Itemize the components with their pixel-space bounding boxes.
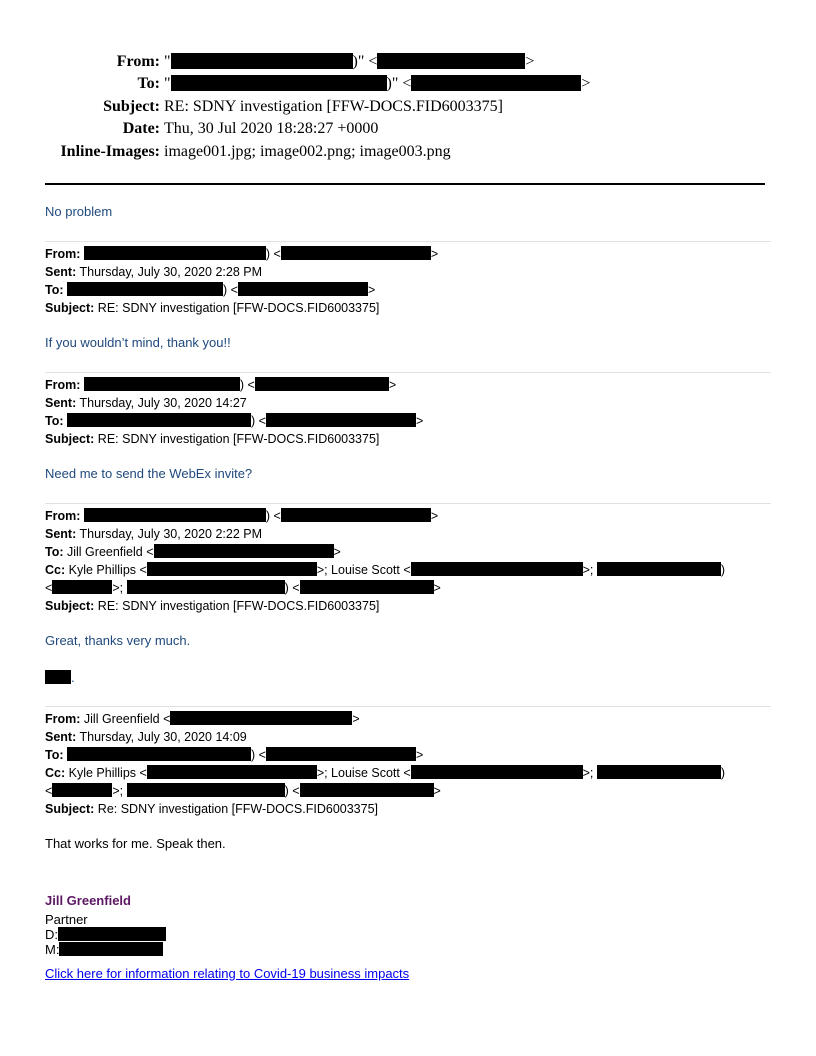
- quote: ": [164, 53, 171, 70]
- header-inline-images-label: Inline-Images:: [60, 143, 160, 160]
- redaction: [52, 783, 112, 797]
- covid-info-link[interactable]: Click here for information relating to Covid-19 business impacts: [45, 966, 410, 981]
- redaction: [84, 246, 266, 260]
- message-4-cc-cont: < >; ) < >: [45, 784, 441, 798]
- redaction: [58, 927, 166, 941]
- direct-label: D:: [45, 927, 58, 942]
- sent-label: Sent:: [45, 265, 77, 279]
- message-separator: [45, 241, 771, 242]
- message-3-body: Great, thanks very much.: [45, 633, 191, 648]
- redaction: [84, 377, 240, 391]
- sent-value: Thursday, July 30, 2020 14:27: [79, 396, 247, 410]
- header-subject-label: Subject:: [103, 98, 160, 115]
- message-4-from: From: Jill Greenfield < >: [45, 712, 360, 726]
- header-date-label: Date:: [122, 120, 160, 137]
- redaction: [59, 942, 163, 956]
- header-date-value: Thu, 30 Jul 2020 18:28:27 +0000: [164, 120, 379, 137]
- to-label: To:: [45, 414, 64, 428]
- message-2-to: To: ) < >: [45, 414, 424, 428]
- redaction: [281, 508, 431, 522]
- subject-value: Re: SDNY investigation [FFW-DOCS.FID6003375]: [97, 802, 378, 816]
- message-4-body: That works for me. Speak then.: [45, 836, 226, 851]
- redaction: [377, 53, 525, 69]
- sent-value: Thursday, July 30, 2020 2:22 PM: [79, 527, 263, 541]
- angle-close: >: [525, 53, 535, 70]
- redaction: [411, 562, 583, 576]
- header-from-label: From:: [116, 53, 160, 70]
- redaction: [171, 75, 387, 91]
- signature-name: Jill Greenfield: [45, 893, 131, 908]
- subject-label: Subject:: [45, 432, 95, 446]
- header-inline-images-row: [0, 141, 816, 163]
- redaction: [127, 580, 285, 594]
- cc-value: Kyle Phillips <: [68, 563, 147, 577]
- redaction: [266, 413, 416, 427]
- message-2-body: Need me to send the WebEx invite?: [45, 466, 253, 481]
- separator: )" <: [386, 75, 412, 92]
- header-inline-images-value: image001.jpg; image002.png; image003.png: [164, 143, 451, 160]
- sent-label: Sent:: [45, 730, 77, 744]
- redaction: [300, 580, 434, 594]
- redaction: [45, 670, 71, 684]
- message-4-sent: [45, 728, 247, 746]
- redaction: [67, 413, 251, 427]
- subject-label: Subject:: [45, 301, 95, 315]
- from-label: From:: [45, 247, 81, 261]
- message-1-body: If you wouldn’t mind, thank you!!: [45, 335, 231, 350]
- angle-close: >: [581, 75, 591, 92]
- to-label: To:: [45, 748, 64, 762]
- separator: )" <: [352, 53, 378, 70]
- subject-value: RE: SDNY investigation [FFW-DOCS.FID6003375]: [97, 599, 380, 613]
- from-label: From:: [45, 712, 81, 726]
- redaction: [127, 783, 285, 797]
- header-to-value: [164, 73, 590, 95]
- header-date-row: [0, 118, 816, 140]
- message-4-cc: Cc: Kyle Phillips < >; Louise Scott < >; ): [45, 766, 726, 780]
- message-3-subject: [45, 597, 379, 615]
- message-1-sent: [45, 263, 262, 281]
- sent-label: Sent:: [45, 527, 77, 541]
- redaction: [300, 783, 434, 797]
- subject-value: RE: SDNY investigation [FFW-DOCS.FID6003375]: [97, 301, 380, 315]
- redaction: [266, 747, 416, 761]
- cc-value: >; Louise Scott <: [316, 563, 411, 577]
- header-subject-row: [0, 96, 816, 118]
- message-1-to: To: ) < >: [45, 283, 376, 297]
- cc-value: Kyle Phillips <: [68, 766, 147, 780]
- redaction: [171, 53, 353, 69]
- message-4-to: To: ) < >: [45, 748, 424, 762]
- redaction: [281, 246, 431, 260]
- signature-direct-line: [45, 927, 166, 942]
- quote: ": [164, 75, 171, 92]
- redaction: [411, 765, 583, 779]
- to-label: To:: [45, 283, 64, 297]
- message-4-subject: [45, 800, 378, 818]
- message-separator: [45, 503, 771, 504]
- sent-value: Thursday, July 30, 2020 14:09: [79, 730, 247, 744]
- cc-label: Cc:: [45, 563, 66, 577]
- message-3-sent: [45, 525, 262, 543]
- message-1-subject: [45, 299, 379, 317]
- message-2-from: From: ) < >: [45, 378, 397, 392]
- message-3-cc: Cc: Kyle Phillips < >; Louise Scott < >; ): [45, 563, 726, 577]
- message-3-cc-cont: < >; ) < >: [45, 581, 441, 595]
- message-3-to: To: Jill Greenfield < >: [45, 545, 341, 559]
- subject-value: RE: SDNY investigation [FFW-DOCS.FID6003375]: [97, 432, 380, 446]
- from-value: Jill Greenfield <: [83, 712, 171, 726]
- message-2-sent: [45, 394, 247, 412]
- redaction: [84, 508, 266, 522]
- mobile-label: M:: [45, 942, 60, 957]
- redaction: [597, 562, 721, 576]
- redaction: [67, 747, 251, 761]
- redaction: [147, 562, 317, 576]
- header-from-value: [164, 51, 534, 73]
- cc-value: >; Louise Scott <: [316, 766, 411, 780]
- cc-label: Cc:: [45, 766, 66, 780]
- redaction: [154, 544, 334, 558]
- redaction: [147, 765, 317, 779]
- subject-label: Subject:: [45, 802, 95, 816]
- reply-body: No problem: [45, 204, 113, 219]
- to-label: To:: [45, 545, 64, 559]
- message-separator: [45, 706, 771, 707]
- message-3-from: From: ) < >: [45, 509, 439, 523]
- sent-label: Sent:: [45, 396, 77, 410]
- redaction: [255, 377, 389, 391]
- subject-label: Subject:: [45, 599, 95, 613]
- redaction: [597, 765, 721, 779]
- redaction: [67, 282, 223, 296]
- signature-title: Partner: [45, 912, 88, 927]
- signature-mobile-line: [45, 942, 163, 957]
- redaction: [411, 75, 581, 91]
- header-from-row: [0, 51, 816, 73]
- from-label: From:: [45, 509, 81, 523]
- to-value: Jill Greenfield <: [67, 545, 154, 559]
- redaction: [52, 580, 112, 594]
- from-label: From:: [45, 378, 81, 392]
- header-to-label: To:: [137, 75, 160, 92]
- redaction: [170, 711, 352, 725]
- header-to-row: [0, 73, 816, 95]
- redaction: [238, 282, 368, 296]
- message-separator: [45, 372, 771, 373]
- header-subject-value: RE: SDNY investigation [FFW-DOCS.FID6003375]: [164, 98, 503, 115]
- message-3-signoff: .: [45, 669, 75, 687]
- message-2-subject: [45, 430, 379, 448]
- sent-value: Thursday, July 30, 2020 2:28 PM: [79, 265, 263, 279]
- header-divider: [45, 183, 765, 185]
- message-1-from: From: ) < >: [45, 247, 439, 261]
